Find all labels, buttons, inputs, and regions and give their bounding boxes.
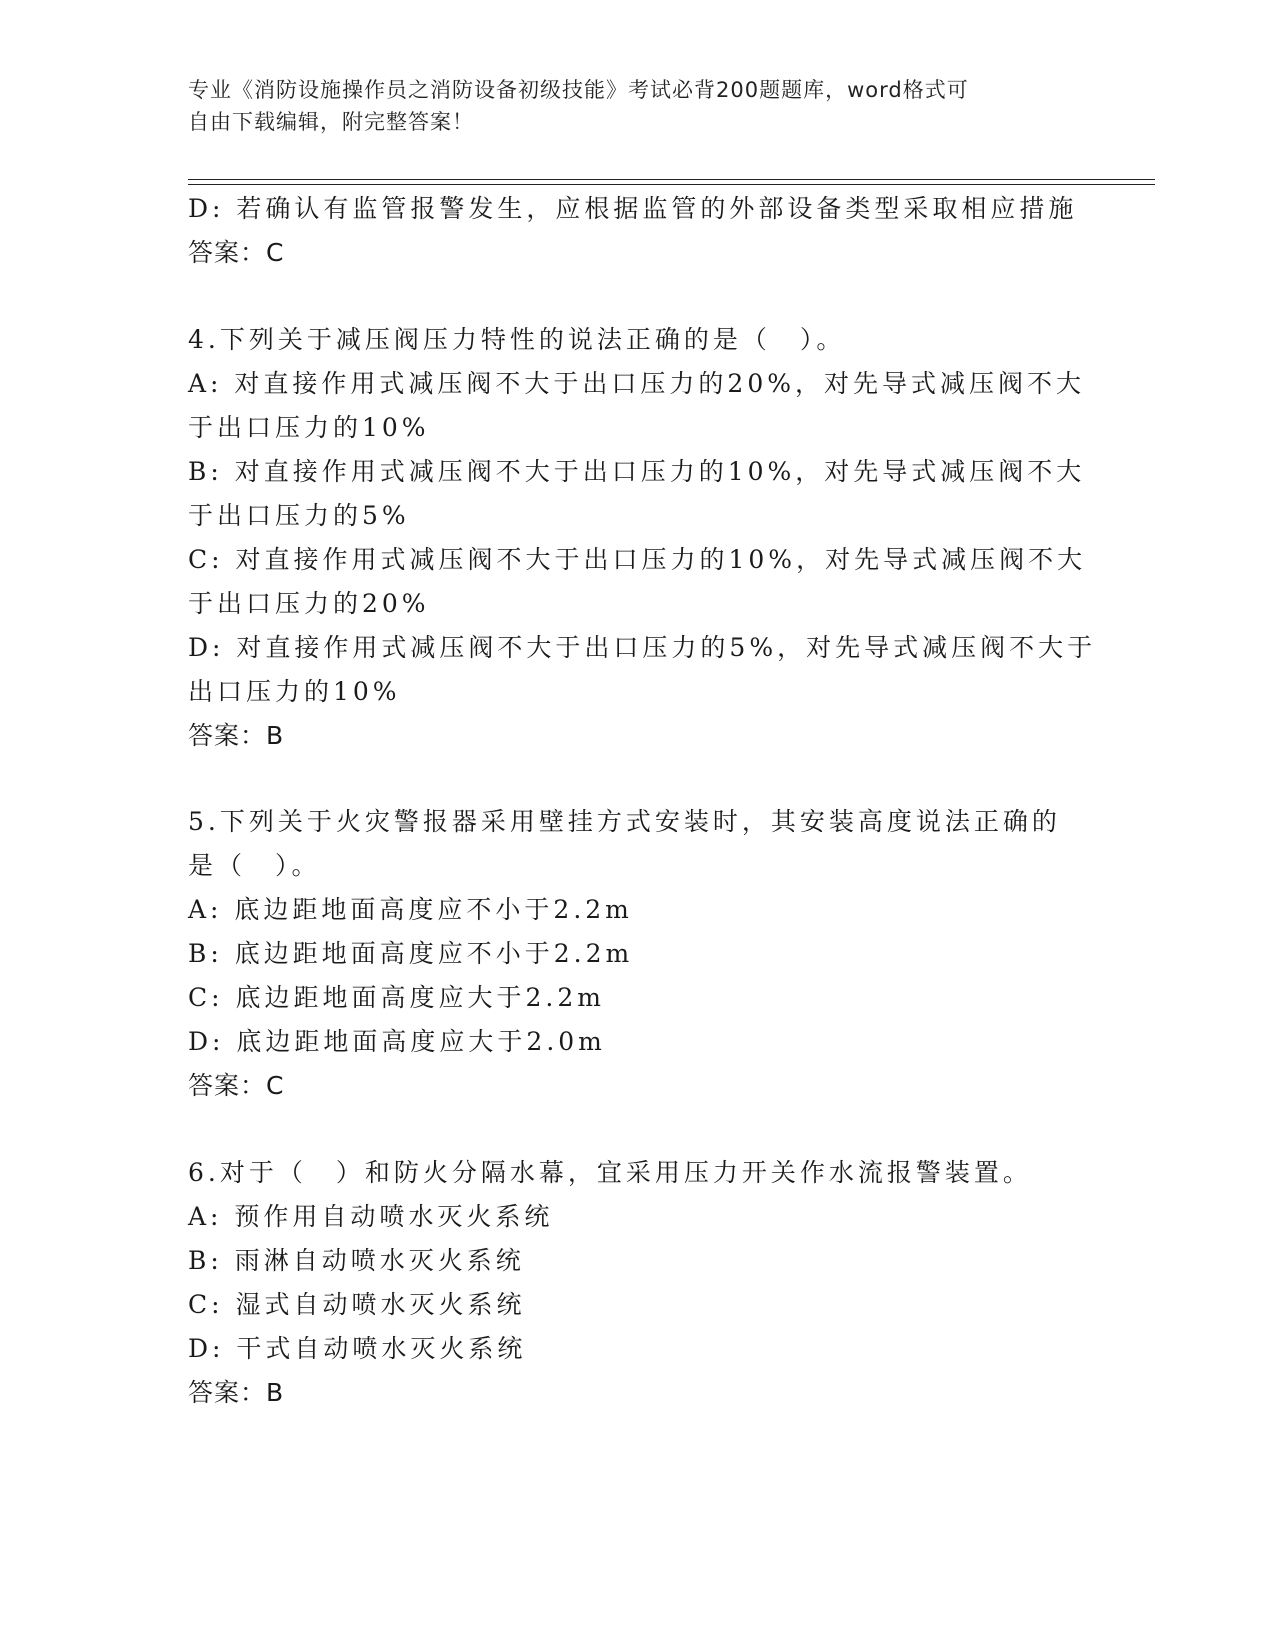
question-4-option-a-line-1: A: 对直接作用式减压阀不大于出口压力的20%，对先导式减压阀不大 <box>188 369 1085 398</box>
question-4-option-d-line-2: 出口压力的10% <box>188 677 401 706</box>
document-header <box>188 74 1068 138</box>
question-4-option-d-line-1: D: 对直接作用式减压阀不大于出口压力的5%，对先导式减压阀不大于 <box>188 633 1097 662</box>
question-6-option-b: B: 雨淋自动喷水灭火系统 <box>188 1246 525 1275</box>
question-6-stem: 6.对于（ ）和防火分隔水幕，宜采用压力开关作水流报警装置。 <box>188 1158 1032 1187</box>
question-4-option-a-line-2: 于出口压力的10% <box>188 413 430 442</box>
question-4-stem: 4.下列关于减压阀压力特性的说法正确的是（ ）。 <box>188 325 846 354</box>
question-4-option-b-line-2: 于出口压力的5% <box>188 501 410 530</box>
question-6-option-d: D: 干式自动喷水灭火系统 <box>188 1334 527 1363</box>
answer-prev: 答案：C <box>188 238 285 267</box>
question-5-answer: 答案：C <box>188 1071 285 1100</box>
question-5-option-b: B: 底边距地面高度应不小于2.2m <box>188 939 634 968</box>
question-5-stem-line-1: 5.下列关于火灾警报器采用壁挂方式安装时，其安装高度说法正确的 <box>188 807 1061 836</box>
option-d-prev: D: 若确认有监管报警发生，应根据监管的外部设备类型采取相应措施 <box>188 194 1078 223</box>
header-divider-bottom <box>188 184 1155 185</box>
question-5-option-c: C: 底边距地面高度应大于2.2m <box>188 983 605 1012</box>
question-6-answer: 答案：B <box>188 1378 285 1407</box>
question-6-option-a: A: 预作用自动喷水灭火系统 <box>188 1202 554 1231</box>
header-divider-top <box>188 179 1155 180</box>
header-line-2: 自由下载编辑，附完整答案！ <box>188 110 474 134</box>
question-6-option-c: C: 湿式自动喷水灭火系统 <box>188 1290 526 1319</box>
question-4-option-c-line-2: 于出口压力的20% <box>188 589 430 618</box>
question-4-option-b-line-1: B: 对直接作用式减压阀不大于出口压力的10%，对先导式减压阀不大 <box>188 457 1086 486</box>
question-4-answer: 答案：B <box>188 721 285 750</box>
question-5-option-d: D: 底边距地面高度应大于2.0m <box>188 1027 606 1056</box>
question-5-stem-line-2: 是（ ）。 <box>188 851 321 880</box>
question-5-option-a: A: 底边距地面高度应不小于2.2m <box>188 895 633 924</box>
question-4-option-c-line-1: C: 对直接作用式减压阀不大于出口压力的10%，对先导式减压阀不大 <box>188 545 1087 574</box>
header-line-1: 专业《消防设施操作员之消防设备初级技能》考试必背200题题库，word格式可 <box>188 78 969 102</box>
